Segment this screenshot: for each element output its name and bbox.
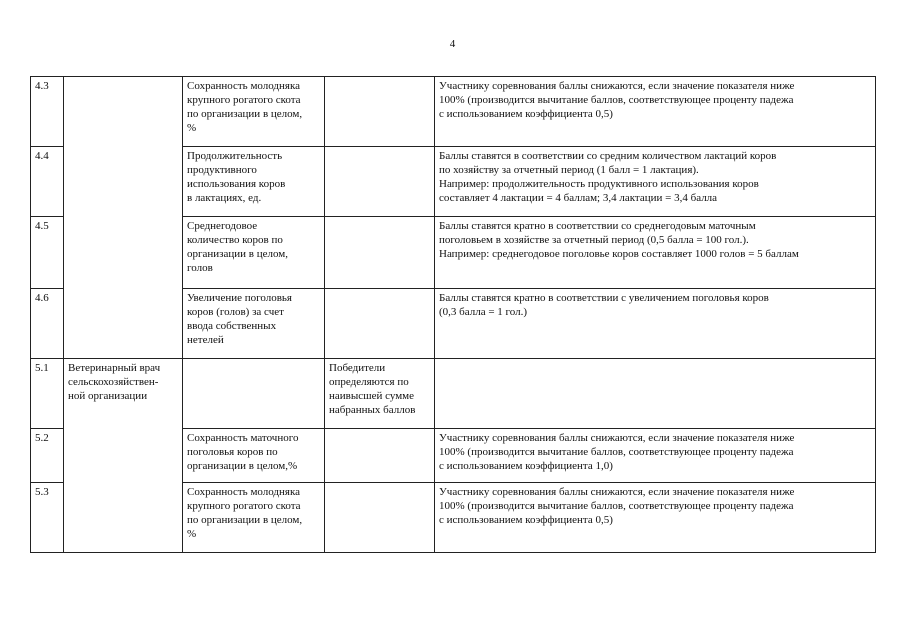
- winners-cell: [325, 147, 435, 217]
- winners-cell: [325, 429, 435, 483]
- row-number: 4.3: [31, 77, 64, 147]
- row-number: 5.3: [31, 483, 64, 553]
- indicator-cell: Среднегодовое количество коров по организации в целом, голов: [183, 217, 325, 289]
- indicator-cell: Сохранность молодняка крупного рогатого скота по организации в целом, %: [183, 77, 325, 147]
- winners-cell: Победители определяются по наивысшей сумме набранных баллов: [325, 359, 435, 429]
- scoring-cell: Участнику соревнования баллы снижаются, если значение показателя ниже 100% (производится вычитание баллов, соответствующее проценту падежа с использованием коэффициента 1,0): [435, 429, 876, 483]
- indicator-cell: Увеличение поголовья коров (голов) за счет ввода собственных нетелей: [183, 289, 325, 359]
- scoring-cell: Баллы ставятся в соответствии со средним количеством лактаций коров по хозяйству за отчетный период (1 балл = 1 лактация). Например: продолжительность продуктивного использования коров составляет 4 лактации = 4 баллам; 3,4 лактации = 3,4 балла: [435, 147, 876, 217]
- row-number: 4.5: [31, 217, 64, 289]
- nomination-cell: [64, 77, 183, 359]
- winners-cell: [325, 77, 435, 147]
- page-number: 4: [449, 38, 456, 50]
- winners-cell: [325, 483, 435, 553]
- indicator-cell: Сохранность молодняка крупного рогатого скота по организации в целом, %: [183, 483, 325, 553]
- criteria-table: [30, 76, 876, 553]
- row-number: 5.1: [31, 359, 64, 429]
- row-number: 5.2: [31, 429, 64, 483]
- nomination-cell: Ветеринарный врач сельскохозяйствен- ной организации: [64, 359, 183, 553]
- table-row: [31, 359, 876, 429]
- row-number: 4.6: [31, 289, 64, 359]
- scoring-cell: [435, 359, 876, 429]
- indicator-cell: [183, 359, 325, 429]
- table-row: [31, 77, 876, 147]
- indicator-cell: Продолжительность продуктивного использования коров в лактациях, ед.: [183, 147, 325, 217]
- winners-cell: [325, 289, 435, 359]
- scoring-cell: Баллы ставятся кратно в соответствии со среднегодовым маточным поголовьем в хозяйстве за отчетный период (0,5 балла = 100 гол.). Например: среднегодовое поголовье коров составляет 1000 голов = 5 баллам: [435, 217, 876, 289]
- scoring-cell: Участнику соревнования баллы снижаются, если значение показателя ниже 100% (производится вычитание баллов, соответствующее проценту падежа с использованием коэффициента 0,5): [435, 483, 876, 553]
- scoring-cell: Баллы ставятся кратно в соответствии с увеличением поголовья коров (0,3 балла = 1 гол.): [435, 289, 876, 359]
- row-number: 4.4: [31, 147, 64, 217]
- indicator-cell: Сохранность маточного поголовья коров по организации в целом,%: [183, 429, 325, 483]
- winners-cell: [325, 217, 435, 289]
- scoring-cell: Участнику соревнования баллы снижаются, если значение показателя ниже 100% (производится вычитание баллов, соответствующее проценту падежа с использованием коэффициента 0,5): [435, 77, 876, 147]
